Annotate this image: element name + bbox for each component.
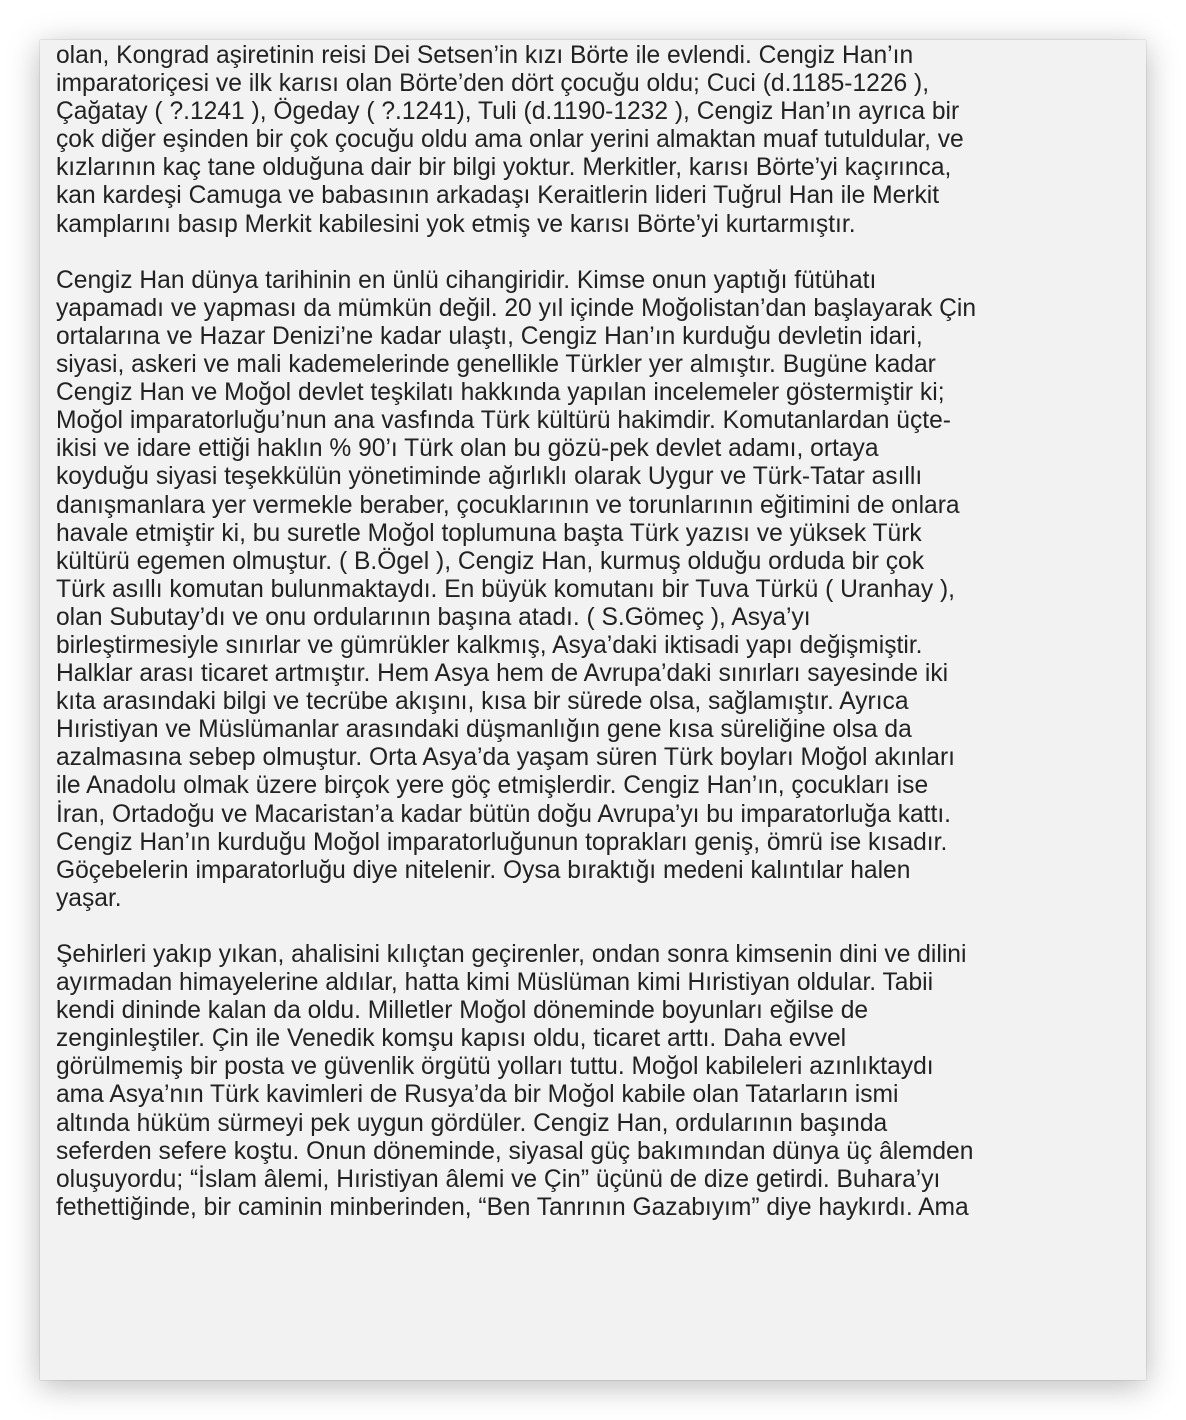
paragraph-3 <box>56 941 1136 1222</box>
text-line: ikisi ve idare ettiği haklın % 90’ı Türk olan bu gözü-pek devlet adamı, ortaya <box>56 435 879 463</box>
text-line: olan, Kongrad aşiretinin reisi Dei Setsen’in kızı Börte ile evlendi. Cengiz Han’ın <box>56 42 914 69</box>
text-line: Cengiz Han’ın kurduğu Moğol imparatorluğunun toprakları geniş, ömrü ise kısadır. <box>56 828 948 856</box>
text-line: çok diğer eşinden bir çok çocuğu oldu ama onlar yerini almaktan muaf tutuldular, ve <box>56 126 964 154</box>
paragraph-1 <box>56 42 1136 239</box>
text-line: İran, Ortadoğu ve Macaristan’a kadar bütün doğu Avrupa’yı bu imparatorluğa kattı. <box>56 800 952 828</box>
text-line: yaşar. <box>56 884 122 912</box>
text-line: imparatoriçesi ve ilk karısı olan Börte’den dört çocuğu oldu; Cuci (d.1185-1226 ), <box>56 70 930 98</box>
text-line: Cengiz Han ve Moğol devlet teşkilatı hakkında yapılan incelemeler göstermiştir ki; <box>56 379 945 407</box>
text-line: Türk asıllı komutan bulunmaktaydı. En büyük komutanı bir Tuva Türkü ( Uranhay ), <box>56 575 955 603</box>
text-line: Halklar arası ticaret artmıştır. Hem Asya hem de Avrupa’daki sınırları sayesinde iki <box>56 660 949 688</box>
text-line: kızlarının kaç tane olduğuna dair bir bilgi yoktur. Merkitler, karısı Börte’yi kaçırınca, <box>56 154 952 182</box>
text-line: ama Asya’nın Türk kavimleri de Rusya’da bir Moğol kabile olan Tatarların ismi <box>56 1081 899 1109</box>
text-line: Göçebelerin imparatorluğu diye nitelenir. Oysa bıraktığı medeni kalıntılar halen <box>56 856 911 884</box>
text-line: Cengiz Han dünya tarihinin en ünlü cihangiridir. Kimse onun yaptığı fütühatı <box>56 266 877 294</box>
document-window <box>40 40 1146 1380</box>
text-line: kültürü egemen olmuştur. ( B.Ögel ), Cengiz Han, kurmuş olduğu orduda bir çok <box>56 547 925 575</box>
text-line: altında hüküm sürmeyi pek uygun gördüler. Cengiz Han, ordularının başında <box>56 1109 888 1137</box>
paragraph-2 <box>56 267 1136 913</box>
text-line: olan Subutay’dı ve onu ordularının başına atadı. ( S.Gömeç ), Asya’yı <box>56 603 811 631</box>
text-line: oluşuyordu; “İslam âlemi, Hıristiyan âlemi ve Çin” üçünü de dize getirdi. Buhara’yı <box>56 1165 941 1193</box>
text-line: ile Anadolu olmak üzere birçok yere göç etmişlerdir. Cengiz Han’ın, çocukları ise <box>56 772 929 800</box>
text-line: Moğol imparatorluğu’nun ana vasfında Türk kültürü hakimdir. Komutanlardan üçte- <box>56 407 951 435</box>
text-line: yapamadı ve yapması da mümkün değil. 20 yıl içinde Moğolistan’dan başlayarak Çin <box>56 294 977 322</box>
text-line: koyduğu siyasi teşekkülün yönetiminde ağırlıklı olarak Uygur ve Türk-Tatar asıllı <box>56 463 923 491</box>
text-line: Hıristiyan ve Müslümanlar arasındaki düşmanlığın gene kısa süreliğine olsa da <box>56 716 912 744</box>
text-line: kıta arasındaki bilgi ve tecrübe akışını, kısa bir sürede olsa, sağlamıştır. Ayrıca <box>56 688 909 716</box>
text-line: görülmemiş bir posta ve güvenlik örgütü yolları tuttu. Moğol kabileleri azınlıktaydı <box>56 1053 934 1081</box>
document-text-area <box>56 42 1136 1250</box>
text-line: Çağatay ( ?.1241 ), Ögeday ( ?.1241), Tuli (d.1190-1232 ), Cengiz Han’ın ayrıca bir <box>56 98 960 126</box>
text-line: ortalarına ve Hazar Denizi’ne kadar ulaştı, Cengiz Han’ın kurduğu devletin idari, <box>56 322 923 350</box>
text-line: ayırmadan himayelerine aldılar, hatta kimi Müslüman kimi Hıristiyan oldular. Tabii <box>56 969 934 997</box>
text-line: fethettiğinde, bir caminin minberinden, “Ben Tanrının Gazabıyım” diye haykırdı. Ama <box>56 1193 969 1221</box>
text-line: kendi dininde kalan da oldu. Milletler Moğol döneminde boyunları eğilse de <box>56 997 869 1025</box>
text-line: kamplarını basıp Merkit kabilesini yok etmiş ve karısı Börte’yi kurtarmıştır. <box>56 210 856 238</box>
text-line: siyasi, askeri ve mali kademelerinde genellikle Türkler yer almıştır. Bugüne kadar <box>56 351 936 379</box>
text-line: kan kardeşi Camuga ve babasının arkadaşı Keraitlerin lideri Tuğrul Han ile Merkit <box>56 182 940 210</box>
text-line: zenginleştiler. Çin ile Venedik komşu kapısı oldu, ticaret arttı. Daha evvel <box>56 1025 847 1053</box>
text-line: seferden sefere koştu. Onun döneminde, siyasal güç bakımından dünya üç âlemden <box>56 1137 974 1165</box>
text-line: azalmasına sebep olmuştur. Orta Asya’da yaşam süren Türk boyları Moğol akınları <box>56 744 956 772</box>
text-line: havale etmiştir ki, bu suretle Moğol toplumuna başta Türk yazısı ve yüksek Türk <box>56 519 922 547</box>
text-line: birleştirmesiyle sınırlar ve gümrükler kalkmış, Asya’daki iktisadi yapı değişmiştir. <box>56 631 923 659</box>
text-line: Şehirleri yakıp yıkan, ahalisini kılıçtan geçirenler, ondan sonra kimsenin dini ve dilini <box>56 941 967 968</box>
text-line: danışmanlara yer vermekle beraber, çocuklarının ve torunlarının eğitimini de onlara <box>56 491 960 519</box>
